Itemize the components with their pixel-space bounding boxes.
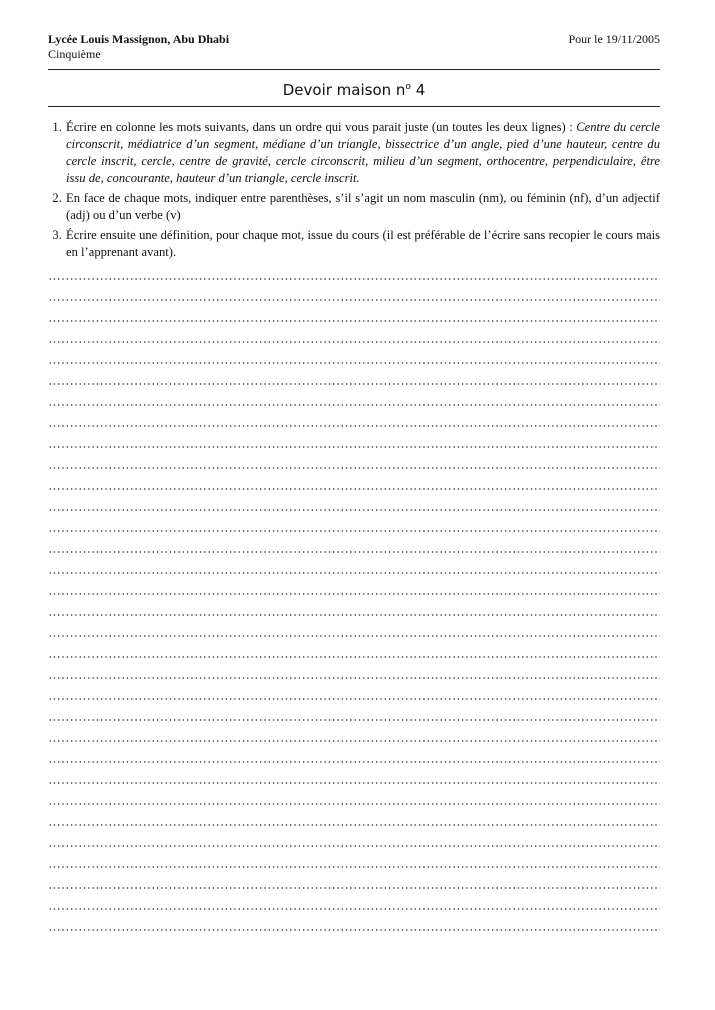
task-item-1 bbox=[65, 119, 660, 187]
answer-line bbox=[48, 706, 660, 727]
answer-line bbox=[48, 286, 660, 307]
answer-line bbox=[48, 538, 660, 559]
answer-line bbox=[48, 790, 660, 811]
answer-line bbox=[48, 349, 660, 370]
title-rule bbox=[48, 106, 660, 107]
answer-line bbox=[48, 769, 660, 790]
task-item-3 bbox=[65, 227, 660, 261]
task-2-text: En face de chaque mots, indiquer entre parenthèses, s’il s’agit un nom masculin (nm), ou féminin (nf), d’un adjectif (adj) ou d’un verbe (v) bbox=[66, 191, 660, 222]
class-level: Cinquième bbox=[48, 47, 101, 61]
title-superscript: o bbox=[405, 82, 411, 92]
task-list bbox=[48, 119, 660, 261]
answer-line bbox=[48, 433, 660, 454]
answer-line bbox=[48, 727, 660, 748]
answer-line bbox=[48, 664, 660, 685]
school-name: Lycée Louis Massignon, Abu Dhabi bbox=[48, 32, 230, 46]
answer-line bbox=[48, 916, 660, 937]
top-rule bbox=[48, 69, 660, 70]
answer-line bbox=[48, 748, 660, 769]
task-1-word-list: Centre du cercle circonscrit, médiatrice d’un segment, médiane d’un triangle, bissectrice d’un angle, pied d’une hauteur, centre du cercle inscrit, cercle, centre de gravité, cercle circonscrit, milieu d’un segment, orthocentre, perpendiculaire, être issu de, concourante, hauteur d’un triangle, cercle inscrit. bbox=[66, 120, 660, 185]
answer-line bbox=[48, 475, 660, 496]
answer-line bbox=[48, 685, 660, 706]
answer-line bbox=[48, 328, 660, 349]
answer-line bbox=[48, 580, 660, 601]
task-3-text: Écrire ensuite une définition, pour chaque mot, issue du cours (il est préférable de l’écrire sans recopier le cours mais en l’apprenant avant). bbox=[66, 228, 660, 259]
task-item-2 bbox=[65, 190, 660, 224]
answer-lines bbox=[48, 265, 660, 937]
answer-line bbox=[48, 412, 660, 433]
worksheet-page bbox=[48, 32, 660, 937]
answer-line bbox=[48, 874, 660, 895]
title-text: Devoir maison n bbox=[282, 81, 406, 99]
answer-line bbox=[48, 811, 660, 832]
answer-line bbox=[48, 307, 660, 328]
task-1-text: Écrire en colonne les mots suivants, dans un ordre qui vous parait juste (un toutes les deux lignes) : bbox=[66, 120, 577, 134]
answer-line bbox=[48, 370, 660, 391]
title-number: 4 bbox=[410, 81, 426, 99]
answer-line bbox=[48, 496, 660, 517]
answer-line bbox=[48, 601, 660, 622]
answer-line bbox=[48, 517, 660, 538]
answer-line bbox=[48, 643, 660, 664]
answer-line bbox=[48, 559, 660, 580]
answer-line bbox=[48, 265, 660, 286]
answer-line bbox=[48, 832, 660, 853]
answer-line bbox=[48, 622, 660, 643]
answer-line bbox=[48, 853, 660, 874]
header-row bbox=[48, 32, 660, 47]
answer-line bbox=[48, 454, 660, 475]
answer-line bbox=[48, 391, 660, 412]
due-date: Pour le 19/11/2005 bbox=[568, 32, 660, 46]
answer-line bbox=[48, 895, 660, 916]
page-title bbox=[48, 78, 660, 99]
